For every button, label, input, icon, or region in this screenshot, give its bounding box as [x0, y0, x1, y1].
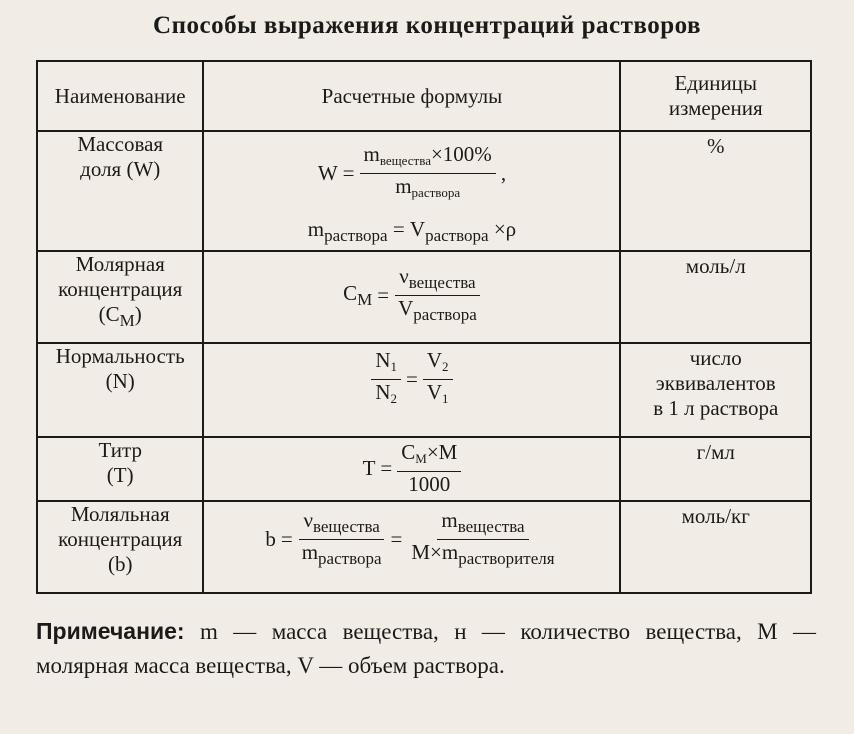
symbol-b: b: [265, 527, 276, 551]
symbol-w: W: [317, 161, 338, 185]
fraction: [371, 348, 401, 411]
denominator: [298, 540, 386, 571]
row-name-cell: [37, 501, 203, 593]
formula-cell: [203, 437, 620, 501]
subscript: 1: [390, 359, 398, 374]
molar-formula: [204, 264, 619, 327]
subscript: раствора: [413, 305, 477, 324]
times-m: ×M: [426, 440, 458, 464]
fraction: [298, 508, 386, 571]
molality-formula: [204, 508, 619, 571]
row-name-cell: [37, 437, 203, 501]
row-name-cell: [37, 131, 203, 251]
row-name-line2: доля (W): [80, 157, 161, 181]
header-unit-line1: Единицы: [674, 71, 758, 95]
numerator: [397, 440, 461, 472]
unit-cell: [620, 131, 811, 251]
formula-cell: [203, 343, 620, 437]
numerator: [437, 508, 528, 540]
symbol-nu: ν: [303, 508, 313, 532]
fraction: [423, 348, 453, 411]
subscript: раствора: [411, 185, 461, 200]
row-name-line3: (b): [107, 552, 133, 576]
mass-fraction-formula: [204, 142, 619, 205]
footnote: [36, 614, 816, 683]
equals-sign: =: [377, 283, 390, 307]
unit-cell: [620, 251, 811, 343]
symbol-nu: ν: [399, 264, 409, 288]
formula-cell: [203, 501, 620, 593]
denominator: [391, 174, 464, 205]
titer-formula: [204, 440, 619, 496]
page-title: Способы выражения концентраций растворов: [153, 12, 701, 39]
row-name-line1: Титр: [98, 438, 142, 462]
subscript: 1: [442, 391, 449, 406]
table-row: [37, 437, 811, 501]
subscript: раствора: [425, 226, 489, 245]
row-name-line1: Молярная: [75, 252, 165, 276]
header-name: Наименование: [37, 61, 203, 131]
denominator: [394, 296, 481, 327]
formula-cell: [203, 131, 620, 251]
fraction: [394, 264, 481, 327]
table-header-row: [37, 61, 811, 131]
numerator: [360, 142, 496, 174]
unit-value: г/мл: [696, 440, 735, 464]
unit-cell: [620, 501, 811, 593]
unit-value: моль/кг: [681, 504, 750, 528]
row-name-line2: (N): [105, 369, 135, 393]
equals-sign: =: [280, 527, 293, 551]
row-name-line2: концентрация: [58, 527, 183, 551]
row-name-cell: [37, 343, 203, 437]
row-name-line2: (T): [106, 463, 134, 487]
subscript: M: [357, 290, 373, 309]
symbol-m: m: [307, 217, 325, 241]
paren-open: (C: [98, 302, 120, 326]
table-row: [37, 501, 811, 593]
normality-formula: [204, 348, 619, 411]
equals-sign: =: [380, 455, 393, 480]
subscript: M: [119, 311, 135, 330]
row-name-line2: концентрация: [58, 277, 183, 301]
symbol-v: V: [426, 380, 443, 404]
subscript: 2: [442, 359, 449, 374]
table-row: [37, 343, 811, 437]
symbol-v: V: [398, 296, 414, 320]
subscript: вещества: [379, 153, 431, 168]
row-name-cell: [37, 251, 203, 343]
equals-sign: =: [342, 161, 355, 185]
symbol-m: m: [395, 174, 412, 198]
symbol-n: N: [375, 380, 391, 404]
symbol-t: T: [362, 455, 376, 480]
numerator: [423, 348, 453, 380]
denominator: [371, 380, 401, 411]
symbol-n: N: [375, 348, 391, 372]
unit-value: %: [706, 134, 725, 158]
table-row: [37, 251, 811, 343]
row-name-line1: Нормальность: [55, 344, 185, 368]
symbol-m: m: [441, 508, 458, 532]
unit-cell: [620, 437, 811, 501]
subscript: растворителя: [458, 549, 555, 568]
concentration-table: [36, 60, 812, 594]
subscript: раствора: [324, 226, 388, 245]
unit-line1: число: [689, 346, 742, 370]
row-name-line1: Массовая: [77, 132, 164, 156]
symbol-v: V: [409, 217, 426, 241]
equals-sign: =: [390, 527, 403, 551]
numerator: [395, 264, 479, 296]
denominator: 1000: [408, 472, 451, 496]
symbol-c: [343, 281, 372, 310]
numerator: [371, 348, 401, 380]
c-letter: C: [401, 440, 416, 464]
formula-cell: [203, 251, 620, 343]
times-rho: ×ρ: [493, 217, 517, 241]
subscript: M: [415, 451, 427, 466]
fraction: [360, 142, 496, 205]
footnote-label: Примечание:: [36, 618, 185, 644]
subscript: 2: [390, 391, 398, 406]
footnote-text: m — масса вещества, н — количество вещества, M — молярная масса вещества, V — объем раствора.: [36, 619, 816, 678]
equals-sign: =: [406, 367, 418, 391]
solution-mass-formula: [204, 215, 619, 250]
header-formula: Расчетные формулы: [203, 61, 620, 131]
unit-line2: эквивалентов: [655, 371, 776, 395]
row-name-line1: Моляльная: [70, 502, 170, 526]
denominator: [407, 540, 558, 571]
symbol-v: V: [426, 348, 443, 372]
times-100: ×100%: [430, 142, 492, 166]
subscript: вещества: [312, 517, 380, 536]
paren-close: ): [134, 302, 142, 326]
unit-value: моль/л: [685, 254, 746, 278]
unit-line3: в 1 л раствора: [653, 396, 779, 420]
symbol-m: m: [363, 142, 380, 166]
c-letter: C: [343, 281, 358, 305]
fraction: [397, 440, 461, 496]
subscript: вещества: [457, 517, 525, 536]
row-name-line3: [38, 302, 202, 333]
comma: ,: [500, 161, 507, 185]
m-times-m: M×m: [411, 540, 459, 564]
header-unit: [620, 61, 811, 131]
denominator: [423, 380, 453, 411]
fraction: [407, 508, 558, 571]
header-unit-line2: измерения: [668, 96, 763, 120]
equals-sign: =: [392, 217, 405, 241]
symbol-m: m: [301, 540, 319, 564]
unit-cell: [620, 343, 811, 437]
numerator: [299, 508, 383, 540]
subscript: вещества: [408, 273, 476, 292]
table-row: [37, 131, 811, 251]
subscript: раствора: [318, 549, 382, 568]
